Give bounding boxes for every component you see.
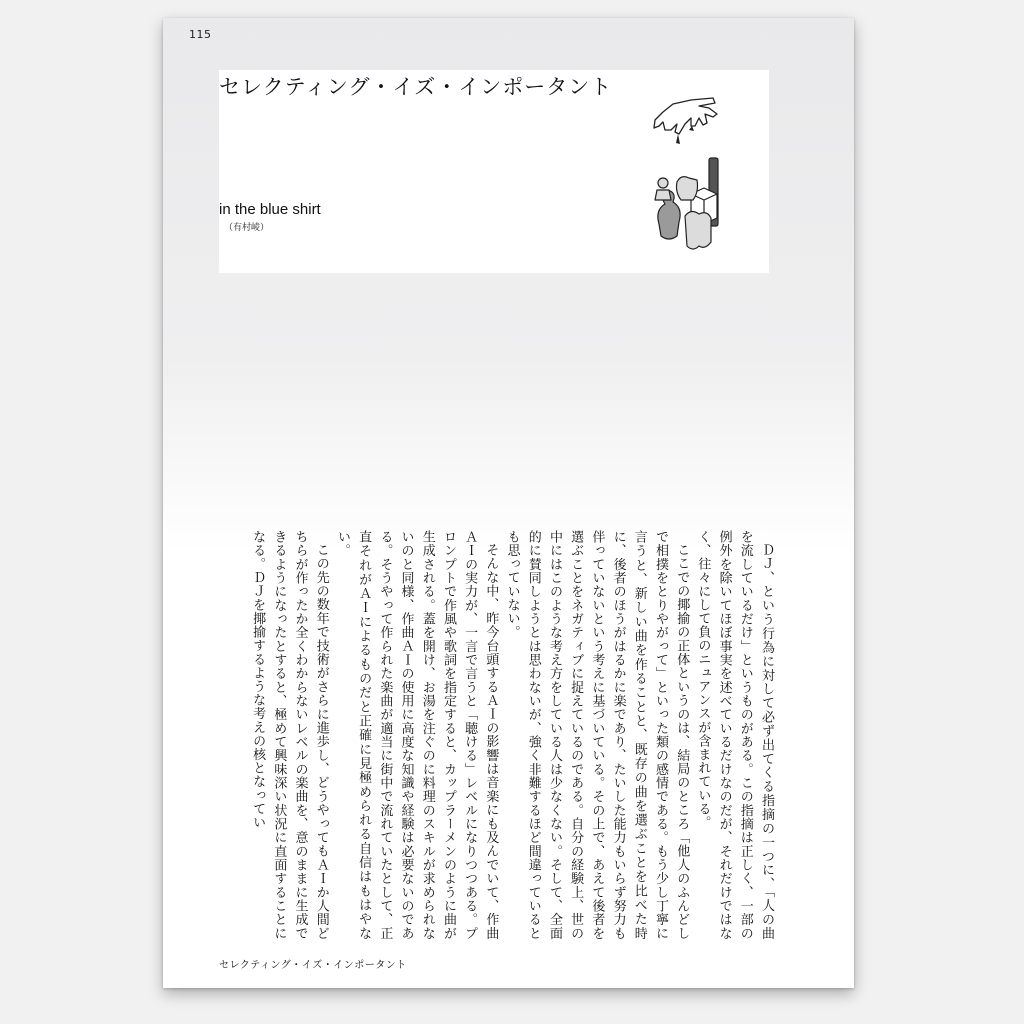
chess-pieces-icon: [655, 158, 718, 249]
body-paragraph: ＤＪ、という行為に対して必ず出てくる指摘の一つに、「人の曲を流しているだけ」というものがある。この指摘は正しく、一部の例外を除いてほぼ事実を述べているだけなのだが、それだけではなく、往々にして負のニュアンスが含まれている。: [695, 530, 774, 940]
header-panel: [219, 70, 769, 273]
article-subtitle: in the blue shirt: [219, 201, 321, 218]
body-paragraph: この先の数年で技術がさらに進歩し、どうやってもＡＩか人間どちらが作ったか全くわからないレベルの楽曲を、意のままに生成できるようになったとすると、極めて興味深い状況に直面することになる。ＤＪを揶揄するような考えの核となってい: [250, 530, 329, 940]
body-paragraph: そんな中、昨今台頭するＡＩの影響は音楽にも及んでいて、作曲ＡＩの実力が、一言で言うと「聴ける」レベルになりつつある。プロンプトで作風や歌詞を指定すると、カップラーメンのように曲が生成される。蓋を開け、お湯を注ぐのに料理のスキルが求められないのと同様、作曲ＡＩの使用に高度な知識や経験は必要ないのである。そうやって作られた楽曲が適当に街中で流れていたとして、正直それがＡＩによるものだと正確に見極められる自信はもはやない。: [334, 530, 499, 940]
article-title: セレクティング・イズ・インポータント: [219, 75, 613, 99]
illustration: [651, 96, 747, 266]
running-footer: セレクティング・イズ・インポータント: [219, 960, 407, 971]
author-name: （有村崚）: [224, 223, 270, 233]
page-number: 115: [189, 28, 212, 41]
hand-icon: [654, 98, 717, 144]
article-body: [232, 530, 777, 940]
page: [163, 18, 854, 988]
body-paragraph: ここでの揶揄の正体というのは、結局のところ「他人のふんどしで相撲をとりやがって」といった類の感情である。もう少し丁寧に言うと、新しい曲を作ることと、既存の曲を選ぶことを比べた時に、後者のほうがはるかに楽であり、たいした能力もいらず努力も伴っていないという考えに基づいている。その上で、あえて後者を選ぶことをネガティブに捉えているのである。自分の経験上、世の中にはこのような考え方をしている人は少なくない。そして、全面的に賛同しようとは思わないが、強く非難するほど間違っているとも思っていない。: [504, 530, 690, 940]
